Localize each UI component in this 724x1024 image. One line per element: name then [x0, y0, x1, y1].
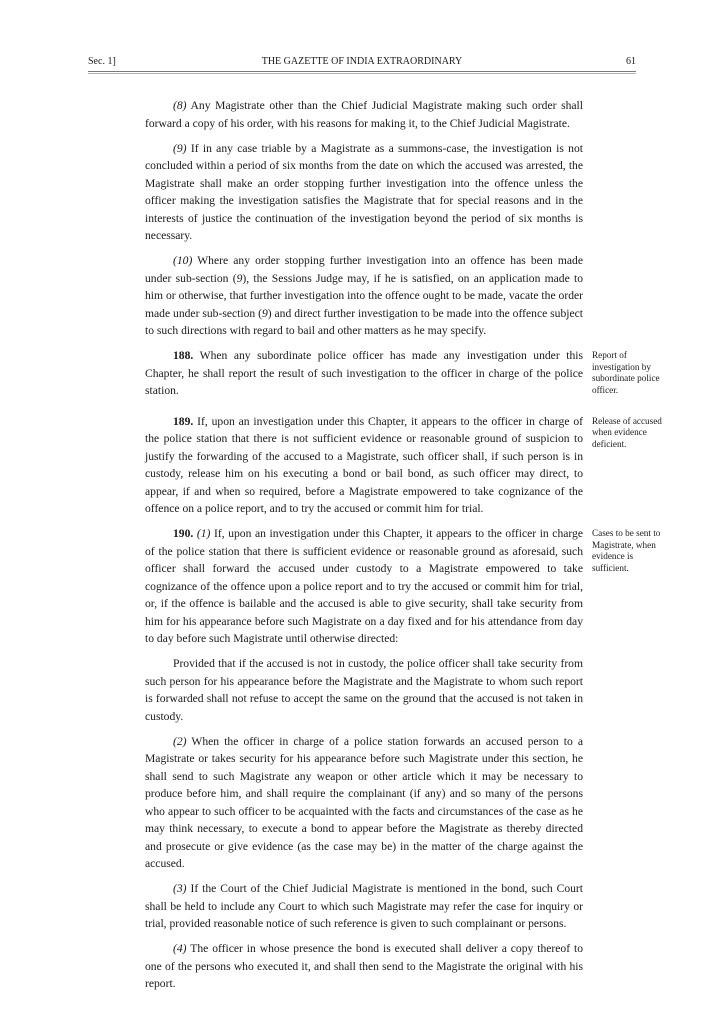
subsection-number: (1) [196, 527, 211, 540]
header-section: Sec. 1] [88, 56, 116, 67]
section-number: 190. [173, 527, 194, 540]
header-title: THE GAZETTE OF INDIA EXTRAORDINARY [261, 56, 463, 67]
margin-note: Release of accused when evidence deficient. [592, 415, 662, 449]
paragraph-text: ) and direct further investigation to be made into the offence subject to such directions with regard to bail and other matters as he may specify. [145, 306, 583, 337]
document-body [145, 97, 662, 1000]
proviso-paragraph [145, 655, 583, 725]
paragraph-text: When any subordinate police officer has made any investigation under this Chapter, he shall report the result of such investigation to the officer in charge of the police station. [145, 349, 583, 397]
paragraph-text: When the officer in charge of a police station forwards an accused person to a Magistrate or takes security for his appearance before such Magistrate under this section, he shall send to such Magistrate any weapon or other article which it may be necessary to produce before him, and shall require the complainant (if any) and so many of the persons who appear to such officer to be acquainted with the facts and circumstances of the case as he may think necessary, to execute a bond to appear before the Magistrate as thereby directed and prosecute or give evidence (as the case may be) in the matter of the charge against the accused. [145, 734, 583, 870]
subsection-number: (4) [173, 942, 187, 955]
header-divider-secondary [88, 73, 636, 74]
paragraph-subsection-10 [145, 252, 583, 340]
section-188 [145, 347, 660, 400]
page-header [88, 54, 636, 70]
paragraph-text: Provided that if the accused is not in custody, the police officer shall take security from such person for his appearance before the Magistrate and the Magistrate to whom such report is forwarded shall not refuse to accept the same on the ground that the accused is not taken in custody. [145, 657, 583, 723]
header-divider [88, 71, 636, 72]
subsection-number: (10) [173, 254, 193, 267]
paragraph-text: The officer in whose presence the bond is executed shall deliver a copy thereof to one of the persons who executed it, and shall then send to the Magistrate the original with his report. [145, 942, 583, 990]
paragraph-subsection-9 [145, 140, 583, 245]
subsection-number: (3) [173, 882, 187, 895]
margin-note: Report of investigation by subordinate police officer. [592, 350, 660, 395]
subsection-reference: 9 [236, 271, 243, 285]
paragraph-text: If, upon an investigation under this Chapter, it appears to the officer in charge of the police station that there is not sufficient evidence or reasonable ground of suspicion to justify the forwarding of the accused to a Magistrate, such officer shall, if such person is in custody, release him on his executing a bond or bail bond, as such officer may direct, to appear, if and when so required, before a Magistrate empowered to take cognizance of the offence on a police report, and to try the accused or commit him for trial. [145, 414, 583, 515]
paragraph-subsection-8 [145, 97, 583, 132]
section-number: 189. [173, 414, 194, 428]
paragraph-text: Where any order stopping further investigation into an offence has been made under sub-section ( [145, 254, 583, 285]
section-190 [145, 525, 661, 648]
paragraph-text: If in any case triable by a Magistrate as a summons-case, the investigation is not concluded within a period of six months from the date on which the accused was arrested, the Magistrate shall make an order stopping further investigation into the offence unless the officer making the investigation satisfies the Magistrate that for special reasons and in the interests of justice the continuation of the investigation beyond the period of six months is necessary. [145, 141, 583, 242]
subsection-number: (8) [173, 99, 187, 112]
subsection-number: (2) [173, 734, 187, 748]
paragraph-subsection-4 [145, 940, 583, 993]
subsection-reference: 9 [261, 306, 268, 320]
section-189 [145, 413, 662, 518]
paragraph-text: ), the Sessions Judge may, if he is satisfied, on an application made to him or otherwise, that further investigation into the offence ought to be made, vacate the order made under sub-section ( [145, 271, 583, 320]
paragraph-text: If, upon an investigation under this Chapter, it appears to the officer in charge of the police station that there is sufficient evidence or reasonable ground as aforesaid, such officer shall forward the accused under custody to a Magistrate empowered to take cognizance of the offence upon a police report and to try the accused or commit him for trial, or, if the offence is bailable and the accused is able to give security, shall take security from him for his appearance before such Magistrate on a day fixed and for his attendance from day to day before such Magistrate until otherwise directed: [145, 527, 583, 645]
subsection-number: (9) [173, 141, 187, 155]
paragraph-subsection-3 [145, 880, 583, 933]
paragraph-text: Any Magistrate other than the Chief Judicial Magistrate making such order shall forward a copy of his order, with his reasons for making it, to the Chief Judicial Magistrate. [145, 99, 583, 130]
section-number: 188. [173, 349, 194, 362]
margin-note: Cases to be sent to Magistrate, when evidence is sufficient. [592, 528, 661, 573]
page-number: 61 [626, 56, 636, 67]
paragraph-subsection-2 [145, 733, 583, 873]
paragraph-text: If the Court of the Chief Judicial Magistrate is mentioned in the bond, such Court shall be held to include any Court to which such Magistrate may refer the case for inquiry or trial, provided reasonable notice of such reference is given to such complainant or persons. [145, 882, 583, 930]
